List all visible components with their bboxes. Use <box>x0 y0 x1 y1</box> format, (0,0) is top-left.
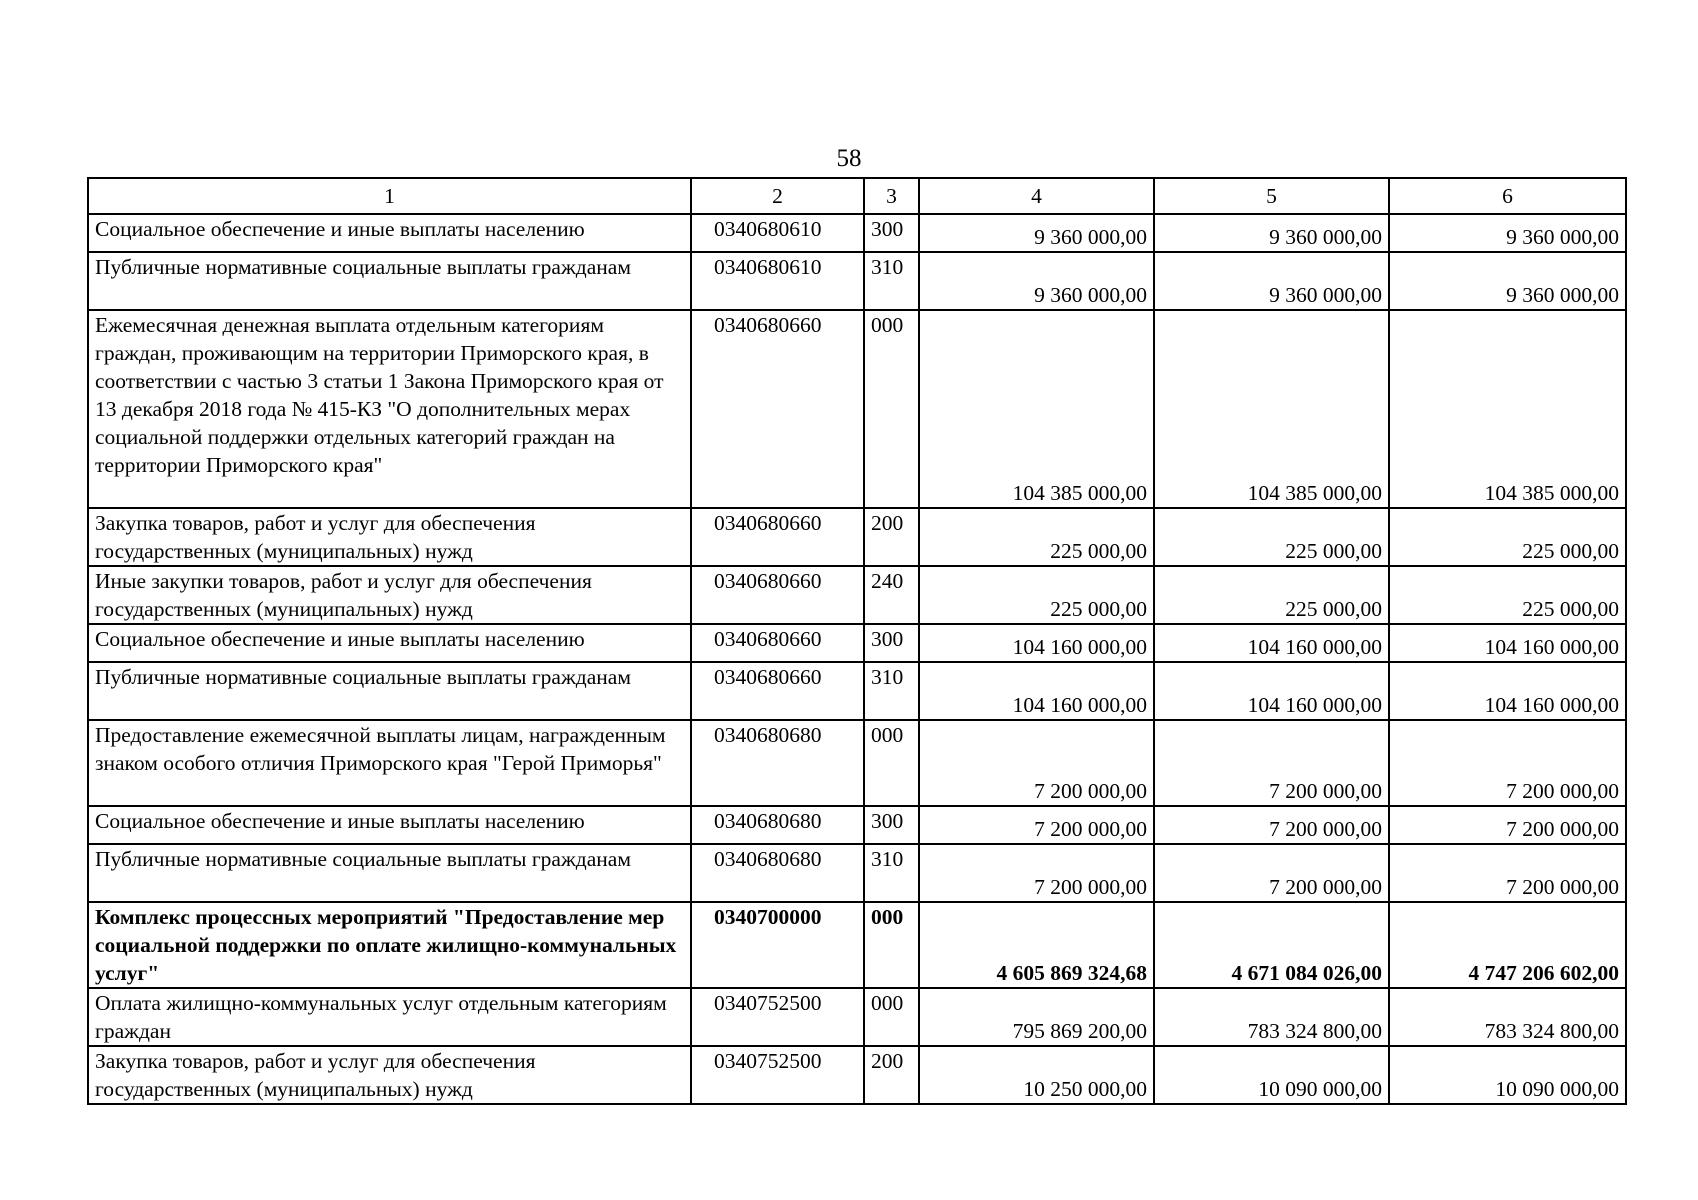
column-header-6: 6 <box>1389 178 1626 214</box>
row-kind: 200 <box>864 508 919 566</box>
row-value-4: 9 360 000,00 <box>919 214 1154 252</box>
row-kind: 300 <box>864 624 919 662</box>
row-value-4: 225 000,00 <box>919 566 1154 624</box>
row-value-4: 9 360 000,00 <box>919 252 1154 310</box>
row-name: Социальное обеспечение и иные выплаты населению <box>88 214 691 252</box>
column-header-1: 1 <box>88 178 691 214</box>
table-row <box>88 566 1626 624</box>
row-value-5: 104 160 000,00 <box>1154 624 1389 662</box>
column-header-2: 2 <box>691 178 864 214</box>
row-code: 0340680660 <box>691 310 864 508</box>
table-row <box>88 720 1626 806</box>
table-row <box>88 1046 1626 1104</box>
table-row <box>88 988 1626 1046</box>
row-kind: 000 <box>864 310 919 508</box>
row-value-6: 7 200 000,00 <box>1389 806 1626 844</box>
row-name: Публичные нормативные социальные выплаты гражданам <box>88 662 691 720</box>
table-row <box>88 806 1626 844</box>
table-row <box>88 252 1626 310</box>
row-name: Предоставление ежемесячной выплаты лицам, награжденным знаком особого отличия Приморского края "Герой Приморья" <box>88 720 691 806</box>
row-name: Закупка товаров, работ и услуг для обеспечения государственных (муниципальных) нужд <box>88 508 691 566</box>
row-value-5: 7 200 000,00 <box>1154 806 1389 844</box>
row-kind: 300 <box>864 806 919 844</box>
row-kind: 000 <box>864 720 919 806</box>
row-value-4: 225 000,00 <box>919 508 1154 566</box>
row-value-5: 225 000,00 <box>1154 566 1389 624</box>
table-row <box>88 902 1626 988</box>
row-value-6: 104 385 000,00 <box>1389 310 1626 508</box>
row-value-6: 9 360 000,00 <box>1389 214 1626 252</box>
table-header-row <box>88 178 1626 214</box>
row-value-4: 104 160 000,00 <box>919 624 1154 662</box>
row-value-6: 104 160 000,00 <box>1389 624 1626 662</box>
table-row <box>88 844 1626 902</box>
column-header-4: 4 <box>919 178 1154 214</box>
row-kind: 000 <box>864 988 919 1046</box>
row-value-5: 783 324 800,00 <box>1154 988 1389 1046</box>
row-value-6: 783 324 800,00 <box>1389 988 1626 1046</box>
row-code: 0340680660 <box>691 566 864 624</box>
table-row <box>88 624 1626 662</box>
row-value-4: 104 385 000,00 <box>919 310 1154 508</box>
row-code: 0340680680 <box>691 806 864 844</box>
row-kind: 310 <box>864 662 919 720</box>
row-value-6: 7 200 000,00 <box>1389 720 1626 806</box>
row-value-4: 7 200 000,00 <box>919 720 1154 806</box>
row-kind: 300 <box>864 214 919 252</box>
column-header-5: 5 <box>1154 178 1389 214</box>
row-value-6: 225 000,00 <box>1389 508 1626 566</box>
row-code: 0340680680 <box>691 720 864 806</box>
table-row <box>88 508 1626 566</box>
row-name: Социальное обеспечение и иные выплаты населению <box>88 624 691 662</box>
column-header-3: 3 <box>864 178 919 214</box>
row-value-6: 225 000,00 <box>1389 566 1626 624</box>
row-code: 0340752500 <box>691 1046 864 1104</box>
budget-table <box>87 177 1627 1105</box>
row-value-6: 4 747 206 602,00 <box>1389 902 1626 988</box>
row-value-4: 104 160 000,00 <box>919 662 1154 720</box>
row-value-5: 10 090 000,00 <box>1154 1046 1389 1104</box>
row-value-5: 4 671 084 026,00 <box>1154 902 1389 988</box>
table-row <box>88 214 1626 252</box>
row-code: 0340680660 <box>691 508 864 566</box>
row-value-4: 4 605 869 324,68 <box>919 902 1154 988</box>
row-value-4: 7 200 000,00 <box>919 806 1154 844</box>
row-code: 0340680610 <box>691 252 864 310</box>
row-value-6: 104 160 000,00 <box>1389 662 1626 720</box>
row-code: 0340680660 <box>691 662 864 720</box>
row-kind: 310 <box>864 844 919 902</box>
row-value-4: 10 250 000,00 <box>919 1046 1154 1104</box>
table-body <box>88 178 1626 1104</box>
row-value-6: 9 360 000,00 <box>1389 252 1626 310</box>
row-code: 0340700000 <box>691 902 864 988</box>
row-kind: 310 <box>864 252 919 310</box>
row-value-6: 10 090 000,00 <box>1389 1046 1626 1104</box>
row-value-5: 7 200 000,00 <box>1154 844 1389 902</box>
row-value-4: 795 869 200,00 <box>919 988 1154 1046</box>
page-number: 58 <box>836 145 862 172</box>
row-code: 0340752500 <box>691 988 864 1046</box>
table-row <box>88 310 1626 508</box>
row-value-4: 7 200 000,00 <box>919 844 1154 902</box>
row-code: 0340680610 <box>691 214 864 252</box>
row-name: Публичные нормативные социальные выплаты гражданам <box>88 844 691 902</box>
row-name: Социальное обеспечение и иные выплаты населению <box>88 806 691 844</box>
row-code: 0340680680 <box>691 844 864 902</box>
row-name: Публичные нормативные социальные выплаты гражданам <box>88 252 691 310</box>
row-name: Закупка товаров, работ и услуг для обеспечения государственных (муниципальных) нужд <box>88 1046 691 1104</box>
row-name: Оплата жилищно-коммунальных услуг отдельным категориям граждан <box>88 988 691 1046</box>
row-value-5: 225 000,00 <box>1154 508 1389 566</box>
row-kind: 000 <box>864 902 919 988</box>
row-name: Ежемесячная денежная выплата отдельным категориям граждан, проживающим на территории Приморского края, в соответствии с частью 3 статьи 1 Закона Приморского края от 13 декабря 2018 года № 415-КЗ "О дополнительных мерах социальной поддержки отдельных категорий граждан на территории Приморского края" <box>88 310 691 508</box>
row-value-5: 9 360 000,00 <box>1154 252 1389 310</box>
row-value-5: 9 360 000,00 <box>1154 214 1389 252</box>
row-value-5: 7 200 000,00 <box>1154 720 1389 806</box>
row-kind: 240 <box>864 566 919 624</box>
row-name: Иные закупки товаров, работ и услуг для обеспечения государственных (муниципальных) нужд <box>88 566 691 624</box>
row-value-5: 104 385 000,00 <box>1154 310 1389 508</box>
row-name: Комплекс процессных мероприятий "Предоставление мер социальной поддержки по оплате жилищно-коммунальных услуг" <box>88 902 691 988</box>
row-value-5: 104 160 000,00 <box>1154 662 1389 720</box>
row-value-6: 7 200 000,00 <box>1389 844 1626 902</box>
row-kind: 200 <box>864 1046 919 1104</box>
table-row <box>88 662 1626 720</box>
row-code: 0340680660 <box>691 624 864 662</box>
